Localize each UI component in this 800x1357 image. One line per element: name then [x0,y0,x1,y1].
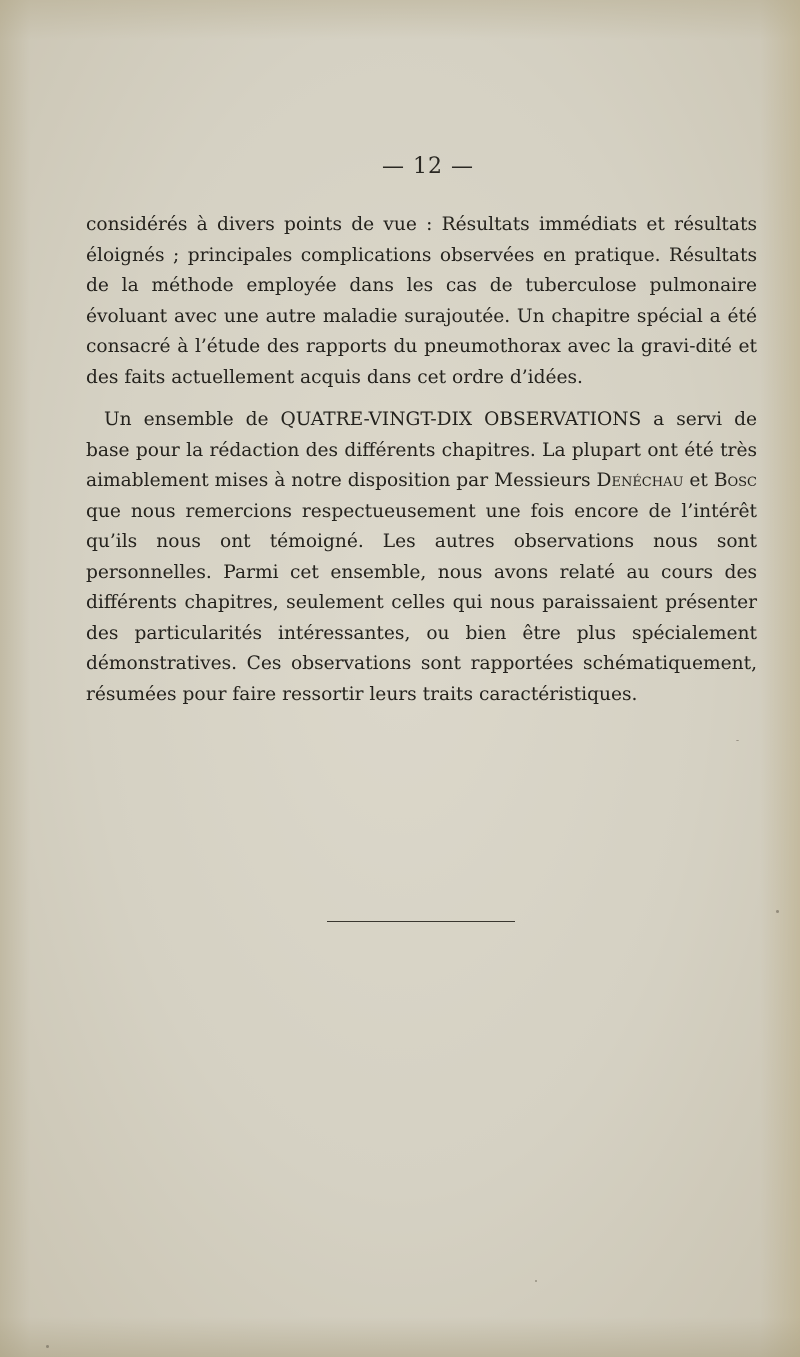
page-shadow-top [0,0,800,40]
author-name-denechau: Denéchau [596,470,684,491]
author-name-bosc: Bosc [713,470,757,491]
paragraph-2 [86,405,757,710]
page-number: — 12 — [382,154,474,179]
paper-speck [736,740,739,741]
paragraph-2-part-3: que nous remercions respectueusement une fois encore de l’intérêt qu’ils nous ont témoigné. Les autres observations nous sont personnelles. Parmi cet ensemble, nous avons relaté au cours des différents chapitres, seulement celles qui nous paraissaient présenter des particularités intéressantes, ou bien être plus spécialement démonstratives. Ces observations sont rapportées schématiquement, résumées pour faire ressortir leurs traits caractéristiques. [86,500,757,705]
paragraph-2-part-1: Un ensemble de QUATRE-VINGT-DIX OBSERVATIONS a servi de base pour la rédaction des différents chapitres. La plupart ont été très aimablement mises à notre disposition par Messieurs [86,409,757,491]
page-shadow-right [760,0,800,1357]
body-text [86,210,757,710]
section-divider-rule [327,921,515,922]
paper-speck [776,910,779,913]
paper-speck [46,1345,49,1348]
paragraph-2-part-2: et [683,470,714,491]
page-shadow-left [0,0,30,1357]
paper-speck [535,1280,537,1282]
paragraph-1: considérés à divers points de vue : Résultats immédiats et résultats éloignés ; principales complications observées en pratique. Résultats de la méthode employée dans les cas de tuberculose pulmonaire évoluant avec une autre maladie surajoutée. Un chapitre spécial a été consacré à l’étude des rapports du pneumothorax avec la gravi-dité et des faits actuellement acquis dans cet ordre d’idées. [86,214,757,388]
page-shadow-bottom [0,1317,800,1357]
